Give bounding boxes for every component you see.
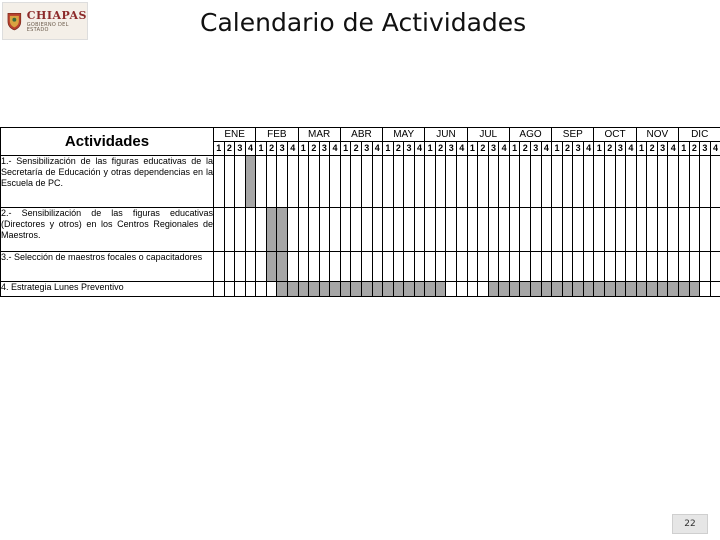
week-cell: [552, 208, 563, 252]
week-cell: [615, 252, 626, 282]
week-cell: [214, 156, 225, 208]
week-cell: [679, 208, 690, 252]
week-cell: [478, 252, 489, 282]
week-cell: [404, 156, 415, 208]
week-cell: [330, 252, 341, 282]
week-header: 2: [393, 142, 404, 156]
week-header: 1: [636, 142, 647, 156]
week-cell: [636, 156, 647, 208]
week-cell: [626, 252, 637, 282]
week-cell: [435, 282, 446, 297]
week-cell: [383, 156, 394, 208]
week-cell: [478, 208, 489, 252]
week-cell: [615, 282, 626, 297]
week-cell: [478, 156, 489, 208]
week-cell: [562, 156, 573, 208]
week-cell: [520, 208, 531, 252]
week-cell: [287, 208, 298, 252]
week-header: 2: [478, 142, 489, 156]
week-cell: [298, 252, 309, 282]
week-cell: [531, 282, 542, 297]
week-cell: [383, 252, 394, 282]
week-header: 3: [531, 142, 542, 156]
week-cell: [488, 156, 499, 208]
week-cell: [689, 156, 700, 208]
week-cell: [679, 156, 690, 208]
week-cell: [583, 208, 594, 252]
week-header: 3: [277, 142, 288, 156]
week-cell: [319, 252, 330, 282]
week-cell: [425, 156, 436, 208]
week-cell: [435, 252, 446, 282]
week-header: 2: [605, 142, 616, 156]
month-header-row: [1, 128, 720, 142]
week-header: 2: [435, 142, 446, 156]
week-cell: [552, 156, 563, 208]
week-header: 4: [330, 142, 341, 156]
week-cell: [404, 282, 415, 297]
week-header: 3: [319, 142, 330, 156]
week-cell: [224, 252, 235, 282]
week-cell: [214, 282, 225, 297]
week-cell: [605, 208, 616, 252]
week-header: 4: [626, 142, 637, 156]
week-cell: [266, 156, 277, 208]
week-cell: [531, 156, 542, 208]
week-header: 3: [446, 142, 457, 156]
week-cell: [583, 252, 594, 282]
week-cell: [467, 282, 478, 297]
week-cell: [594, 156, 605, 208]
week-cell: [309, 282, 320, 297]
week-cell: [446, 208, 457, 252]
activity-row: [1, 252, 720, 282]
week-cell: [594, 208, 605, 252]
activity-label: 3.- Selección de maestros focales o capacitadores: [1, 252, 214, 282]
week-cell: [605, 282, 616, 297]
month-header-abr: ABR: [340, 128, 382, 142]
week-cell: [668, 282, 679, 297]
week-header: 4: [414, 142, 425, 156]
week-cell: [562, 282, 573, 297]
week-cell: [499, 282, 510, 297]
week-cell: [340, 208, 351, 252]
week-cell: [330, 282, 341, 297]
week-header: 1: [679, 142, 690, 156]
activity-label: 4. Estrategia Lunes Preventivo: [1, 282, 214, 297]
week-cell: [509, 156, 520, 208]
week-cell: [245, 252, 256, 282]
page-title: Calendario de Actividades: [200, 8, 527, 37]
week-cell: [245, 282, 256, 297]
week-cell: [562, 252, 573, 282]
week-cell: [531, 252, 542, 282]
week-header: 2: [266, 142, 277, 156]
week-cell: [277, 282, 288, 297]
week-header: 1: [509, 142, 520, 156]
week-cell: [668, 208, 679, 252]
week-header: 1: [383, 142, 394, 156]
activity-row: [1, 208, 720, 252]
activity-label: 2.- Sensibilización de las figuras educativas (Directores y otros) en los Centros Regionales de Maestros.: [1, 208, 214, 252]
week-cell: [668, 252, 679, 282]
week-cell: [298, 208, 309, 252]
week-header: 1: [594, 142, 605, 156]
week-cell: [710, 208, 720, 252]
week-cell: [351, 156, 362, 208]
week-cell: [319, 156, 330, 208]
week-cell: [700, 208, 711, 252]
week-cell: [414, 208, 425, 252]
week-cell: [256, 282, 267, 297]
week-header: 4: [668, 142, 679, 156]
week-header: 1: [552, 142, 563, 156]
week-cell: [583, 282, 594, 297]
month-header-oct: OCT: [594, 128, 636, 142]
week-cell: [351, 208, 362, 252]
week-cell: [488, 282, 499, 297]
week-cell: [298, 156, 309, 208]
week-cell: [330, 208, 341, 252]
month-header-jun: JUN: [425, 128, 467, 142]
month-header-feb: FEB: [256, 128, 298, 142]
week-cell: [615, 208, 626, 252]
week-header: 2: [689, 142, 700, 156]
week-cell: [414, 156, 425, 208]
week-cell: [520, 252, 531, 282]
week-cell: [287, 156, 298, 208]
week-cell: [235, 282, 246, 297]
week-cell: [404, 252, 415, 282]
week-cell: [224, 156, 235, 208]
week-cell: [425, 252, 436, 282]
week-cell: [277, 156, 288, 208]
week-cell: [700, 282, 711, 297]
week-cell: [636, 282, 647, 297]
week-header: 1: [214, 142, 225, 156]
week-header: 2: [647, 142, 658, 156]
month-header-mar: MAR: [298, 128, 340, 142]
week-cell: [214, 208, 225, 252]
week-cell: [298, 282, 309, 297]
week-cell: [541, 282, 552, 297]
week-cell: [266, 282, 277, 297]
week-cell: [457, 282, 468, 297]
week-cell: [351, 252, 362, 282]
week-cell: [256, 252, 267, 282]
week-cell: [679, 282, 690, 297]
week-cell: [520, 156, 531, 208]
week-cell: [414, 252, 425, 282]
month-header-dic: DIC: [679, 128, 720, 142]
week-cell: [657, 208, 668, 252]
week-header: 3: [488, 142, 499, 156]
week-header: 3: [700, 142, 711, 156]
week-cell: [647, 156, 658, 208]
week-cell: [605, 156, 616, 208]
month-header-nov: NOV: [636, 128, 678, 142]
week-cell: [309, 208, 320, 252]
week-cell: [626, 208, 637, 252]
week-cell: [700, 252, 711, 282]
week-cell: [562, 208, 573, 252]
week-cell: [457, 252, 468, 282]
month-header-may: MAY: [383, 128, 425, 142]
week-cell: [626, 282, 637, 297]
week-cell: [372, 282, 383, 297]
week-cell: [679, 252, 690, 282]
week-cell: [520, 282, 531, 297]
week-cell: [615, 156, 626, 208]
week-header: 3: [573, 142, 584, 156]
week-header: 4: [499, 142, 510, 156]
week-cell: [573, 282, 584, 297]
week-cell: [710, 282, 720, 297]
week-cell: [383, 282, 394, 297]
activity-row: [1, 282, 720, 297]
week-cell: [531, 208, 542, 252]
week-header: 2: [562, 142, 573, 156]
week-cell: [287, 252, 298, 282]
week-header: 1: [467, 142, 478, 156]
week-header: 3: [615, 142, 626, 156]
week-cell: [467, 252, 478, 282]
week-cell: [435, 156, 446, 208]
week-header: 4: [583, 142, 594, 156]
week-cell: [256, 156, 267, 208]
week-header: 4: [710, 142, 720, 156]
week-cell: [351, 282, 362, 297]
logo-subtitle: GOBIERNO DEL ESTADO: [26, 21, 69, 33]
week-header: 2: [309, 142, 320, 156]
week-cell: [710, 252, 720, 282]
week-cell: [235, 252, 246, 282]
week-cell: [626, 156, 637, 208]
week-cell: [700, 156, 711, 208]
week-cell: [499, 208, 510, 252]
week-cell: [361, 282, 372, 297]
week-header: 4: [372, 142, 383, 156]
week-cell: [340, 252, 351, 282]
month-header-ago: AGO: [509, 128, 551, 142]
week-cell: [266, 252, 277, 282]
week-cell: [309, 156, 320, 208]
week-cell: [552, 252, 563, 282]
week-cell: [224, 208, 235, 252]
week-cell: [594, 252, 605, 282]
week-cell: [425, 282, 436, 297]
week-header: 4: [541, 142, 552, 156]
week-cell: [710, 156, 720, 208]
week-header: 4: [287, 142, 298, 156]
week-cell: [340, 156, 351, 208]
week-cell: [245, 208, 256, 252]
week-cell: [425, 208, 436, 252]
week-cell: [668, 156, 679, 208]
week-header: 4: [457, 142, 468, 156]
week-cell: [435, 208, 446, 252]
activities-schedule: [0, 127, 720, 312]
week-cell: [636, 252, 647, 282]
week-cell: [235, 156, 246, 208]
week-cell: [361, 156, 372, 208]
week-cell: [657, 252, 668, 282]
week-cell: [583, 156, 594, 208]
week-cell: [372, 208, 383, 252]
week-cell: [393, 156, 404, 208]
week-cell: [256, 208, 267, 252]
week-cell: [541, 156, 552, 208]
week-cell: [372, 156, 383, 208]
week-cell: [478, 282, 489, 297]
schedule-table: [0, 127, 720, 297]
week-cell: [499, 252, 510, 282]
week-cell: [383, 208, 394, 252]
week-cell: [393, 282, 404, 297]
week-header: 1: [340, 142, 351, 156]
week-cell: [689, 282, 700, 297]
week-cell: [657, 156, 668, 208]
week-cell: [457, 208, 468, 252]
week-cell: [319, 282, 330, 297]
week-cell: [552, 282, 563, 297]
week-cell: [647, 252, 658, 282]
week-cell: [573, 156, 584, 208]
month-header-ene: ENE: [214, 128, 256, 142]
week-header: 2: [224, 142, 235, 156]
week-cell: [446, 282, 457, 297]
week-cell: [488, 208, 499, 252]
week-cell: [541, 252, 552, 282]
week-cell: [414, 282, 425, 297]
week-header: 3: [657, 142, 668, 156]
week-cell: [573, 252, 584, 282]
week-header: 3: [404, 142, 415, 156]
week-cell: [309, 252, 320, 282]
week-cell: [319, 208, 330, 252]
week-header: 3: [235, 142, 246, 156]
week-cell: [689, 208, 700, 252]
coat-of-arms-icon: [6, 6, 23, 36]
week-cell: [393, 208, 404, 252]
week-header: 1: [298, 142, 309, 156]
week-cell: [499, 156, 510, 208]
week-cell: [235, 208, 246, 252]
week-cell: [605, 252, 616, 282]
week-cell: [340, 282, 351, 297]
week-cell: [509, 252, 520, 282]
week-cell: [446, 252, 457, 282]
week-cell: [636, 208, 647, 252]
week-cell: [657, 282, 668, 297]
week-cell: [488, 252, 499, 282]
week-cell: [245, 156, 256, 208]
week-cell: [541, 208, 552, 252]
week-header: 2: [520, 142, 531, 156]
week-header: 2: [351, 142, 362, 156]
week-cell: [361, 252, 372, 282]
week-cell: [277, 208, 288, 252]
week-cell: [330, 156, 341, 208]
week-cell: [287, 282, 298, 297]
week-cell: [372, 252, 383, 282]
week-cell: [214, 252, 225, 282]
week-cell: [647, 208, 658, 252]
week-cell: [266, 208, 277, 252]
week-cell: [647, 282, 658, 297]
week-cell: [446, 156, 457, 208]
month-header-jul: JUL: [467, 128, 509, 142]
week-cell: [594, 282, 605, 297]
week-cell: [361, 208, 372, 252]
activity-label: 1.- Sensibilización de las figuras educativas de la Secretaría de Educación y otras dependencias en la Escuela de PC.: [1, 156, 214, 208]
week-header: 1: [256, 142, 267, 156]
activity-row: [1, 156, 720, 208]
activities-header: Actividades: [1, 128, 214, 156]
chiapas-logo: [2, 2, 88, 40]
week-cell: [509, 282, 520, 297]
week-header: 1: [425, 142, 436, 156]
logo-name: CHIAPAS: [26, 8, 87, 22]
week-cell: [467, 156, 478, 208]
week-cell: [509, 208, 520, 252]
week-cell: [467, 208, 478, 252]
week-cell: [277, 252, 288, 282]
week-cell: [457, 156, 468, 208]
week-cell: [393, 252, 404, 282]
week-cell: [404, 208, 415, 252]
week-cell: [689, 252, 700, 282]
week-cell: [573, 208, 584, 252]
page-number: 22: [672, 514, 708, 534]
week-header: 4: [245, 142, 256, 156]
week-cell: [224, 282, 235, 297]
month-header-sep: SEP: [552, 128, 594, 142]
week-header: 3: [361, 142, 372, 156]
